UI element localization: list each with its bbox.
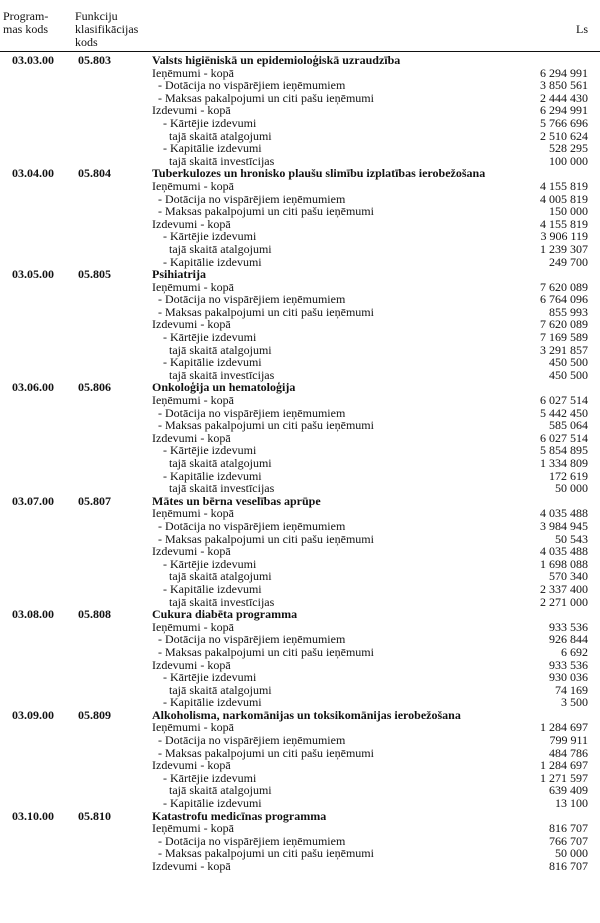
row-amount: 100 000 <box>549 153 588 168</box>
table-row <box>0 293 600 306</box>
row-label: tajā skaitā atalgojumi <box>169 241 272 256</box>
program-title-row <box>0 54 600 67</box>
function-code-header <box>75 10 175 49</box>
row-amount: 6 294 991 <box>540 65 588 80</box>
row-amount: 4 005 819 <box>540 191 588 206</box>
row-amount: 50 000 <box>555 846 588 861</box>
program-title-row <box>0 709 600 722</box>
row-label: - Dotācija no vispārējiem ieņēmumiem <box>158 405 346 420</box>
row-label: - Maksas pakalpojumi un citi pašu ieņēmumi <box>158 531 374 546</box>
row-amount: 7 169 589 <box>540 330 588 345</box>
program-title: Tuberkulozes un hronisko plaušu slimību izplatības ierobežošana <box>152 166 486 181</box>
row-label: - Dotācija no vispārējiem ieņēmumiem <box>158 733 346 748</box>
table-row <box>0 797 600 810</box>
row-label: - Dotācija no vispārējiem ieņēmumiem <box>158 191 346 206</box>
row-label: - Maksas pakalpojumi un citi pašu ieņēmumi <box>158 745 374 760</box>
table-row <box>0 104 600 117</box>
row-amount: 4 035 488 <box>540 544 588 559</box>
row-label: - Kapitālie izdevumi <box>163 254 262 269</box>
row-label: - Dotācija no vispārējiem ieņēmumiem <box>158 518 346 533</box>
row-label: Izdevumi - kopā <box>152 657 231 672</box>
program-title-row <box>0 608 600 621</box>
row-amount: 3 500 <box>561 695 588 710</box>
table-row <box>0 822 600 835</box>
row-label: - Kārtējie izdevumi <box>163 443 257 458</box>
row-label: tajā skaitā atalgojumi <box>169 456 272 470</box>
row-amount: 6 027 514 <box>540 393 588 408</box>
row-label: Izdevumi - kopā <box>152 317 231 332</box>
table-row <box>0 180 600 193</box>
row-label: - Kārtējie izdevumi <box>163 556 257 571</box>
table-row <box>0 306 600 319</box>
table-row <box>0 117 600 130</box>
row-amount: 450 500 <box>549 367 588 382</box>
row-label: Izdevumi - kopā <box>152 103 231 118</box>
row-amount: 766 707 <box>549 833 588 848</box>
row-label: - Maksas pakalpojumi un citi pašu ieņēmumi <box>158 90 374 105</box>
row-amount: 3 906 119 <box>540 229 588 244</box>
table-row <box>0 759 600 772</box>
row-amount: 484 786 <box>549 745 588 760</box>
row-label: tajā skaitā atalgojumi <box>169 569 272 584</box>
table-row <box>0 545 600 558</box>
function-code-header-line: kods <box>75 35 98 49</box>
table-row <box>0 646 600 659</box>
row-label: Ieņēmumi - kopā <box>152 506 234 521</box>
table-row <box>0 558 600 571</box>
row-amount: 639 409 <box>549 783 588 798</box>
row-amount: 7 620 089 <box>540 279 588 294</box>
row-amount: 6 692 <box>561 644 588 659</box>
row-label: - Maksas pakalpojumi un citi pašu ieņēmumi <box>158 846 374 861</box>
program-code: 03.10.00 <box>12 808 54 823</box>
row-label: - Kārtējie izdevumi <box>163 115 257 130</box>
program-title-row <box>0 268 600 281</box>
function-code-header-line: Funkciju <box>75 9 118 23</box>
row-amount: 50 543 <box>555 531 588 546</box>
row-amount: 2 510 624 <box>540 128 588 143</box>
row-amount: 6 294 991 <box>540 103 588 118</box>
row-amount: 74 169 <box>555 682 588 697</box>
row-amount: 4 035 488 <box>540 506 588 521</box>
row-amount: 799 911 <box>549 733 588 748</box>
row-amount: 50 000 <box>555 481 588 496</box>
program-code: 03.07.00 <box>12 493 54 508</box>
function-code: 05.804 <box>78 166 111 181</box>
row-label: Ieņēmumi - kopā <box>152 393 234 408</box>
table-row <box>0 432 600 445</box>
table-row <box>0 394 600 407</box>
row-label: - Dotācija no vispārējiem ieņēmumiem <box>158 632 346 647</box>
table-row <box>0 331 600 344</box>
table-row <box>0 205 600 218</box>
function-code: 05.803 <box>78 53 111 67</box>
table-row <box>0 784 600 797</box>
row-label: - Maksas pakalpojumi un citi pašu ieņēmumi <box>158 644 374 659</box>
row-label: Izdevumi - kopā <box>152 544 231 559</box>
program-code-header <box>3 10 65 36</box>
row-label: - Kapitālie izdevumi <box>163 695 262 710</box>
row-amount: 6 764 096 <box>540 292 588 307</box>
row-amount: 2 337 400 <box>540 581 588 596</box>
currency-header: Ls <box>576 22 588 36</box>
row-label: tajā skaitā atalgojumi <box>169 128 272 143</box>
table-row <box>0 482 600 495</box>
row-amount: 2 444 430 <box>540 90 588 105</box>
row-label: tajā skaitā atalgojumi <box>169 682 272 697</box>
row-label: tajā skaitā investīcijas <box>169 481 275 496</box>
row-label: - Kapitālie izdevumi <box>163 141 262 156</box>
row-amount: 3 291 857 <box>540 342 588 357</box>
program-title: Psihiatrija <box>152 267 206 282</box>
row-label: tajā skaitā investīcijas <box>169 153 275 168</box>
row-label: Ieņēmumi - kopā <box>152 279 234 294</box>
row-amount: 930 036 <box>549 670 588 685</box>
table-row <box>0 734 600 747</box>
table-row <box>0 533 600 546</box>
program-title-row <box>0 810 600 823</box>
row-label: Izdevumi - kopā <box>152 758 231 773</box>
table-row <box>0 142 600 155</box>
table-row <box>0 457 600 470</box>
row-label: - Kārtējie izdevumi <box>163 670 257 685</box>
row-amount: 1 334 809 <box>540 456 588 470</box>
table-row <box>0 570 600 583</box>
row-label: Ieņēmumi - kopā <box>152 178 234 193</box>
row-label: - Kapitālie izdevumi <box>163 355 262 370</box>
program-title: Cukura diabēta programma <box>152 607 298 622</box>
row-amount: 570 340 <box>549 569 588 584</box>
table-row <box>0 79 600 92</box>
function-code: 05.805 <box>78 267 111 282</box>
program-code: 03.05.00 <box>12 267 54 282</box>
row-label: Ieņēmumi - kopā <box>152 65 234 80</box>
program-title: Alkoholisma, narkomānijas un toksikomānijas ierobežošana <box>152 707 461 722</box>
row-label: - Kārtējie izdevumi <box>163 330 257 345</box>
program-code-header-line: mas kods <box>3 22 48 36</box>
row-label: - Maksas pakalpojumi un citi pašu ieņēmumi <box>158 418 374 433</box>
program-code: 03.04.00 <box>12 166 54 181</box>
table-row <box>0 659 600 672</box>
row-label: - Maksas pakalpojumi un citi pašu ieņēmumi <box>158 304 374 319</box>
row-label: tajā skaitā investīcijas <box>169 367 275 382</box>
row-label: tajā skaitā investīcijas <box>169 594 275 609</box>
row-amount: 5 442 450 <box>540 405 588 420</box>
row-amount: 1 239 307 <box>540 241 588 256</box>
row-amount: 1 698 088 <box>540 556 588 571</box>
budget-table-body <box>0 54 600 873</box>
row-amount: 13 100 <box>555 796 588 811</box>
table-row <box>0 696 600 709</box>
row-label: - Kārtējie izdevumi <box>163 770 257 785</box>
row-amount: 933 536 <box>549 619 588 634</box>
table-row <box>0 772 600 785</box>
row-label: - Kārtējie izdevumi <box>163 229 257 244</box>
table-row <box>0 847 600 860</box>
row-amount: 4 155 819 <box>540 216 588 231</box>
table-row <box>0 583 600 596</box>
table-row <box>0 444 600 457</box>
row-amount: 3 850 561 <box>540 78 588 93</box>
row-amount: 450 500 <box>549 355 588 370</box>
row-amount: 926 844 <box>549 632 588 647</box>
table-row <box>0 318 600 331</box>
row-label: Ieņēmumi - kopā <box>152 821 234 836</box>
row-amount: 2 271 000 <box>540 594 588 609</box>
table-row <box>0 419 600 432</box>
row-amount: 3 984 945 <box>540 518 588 533</box>
program-code: 03.09.00 <box>12 707 54 722</box>
row-amount: 150 000 <box>549 204 588 219</box>
row-label: - Dotācija no vispārējiem ieņēmumiem <box>158 833 346 848</box>
program-title-row <box>0 167 600 180</box>
row-amount: 1 284 697 <box>540 758 588 773</box>
table-row <box>0 520 600 533</box>
row-label: - Dotācija no vispārējiem ieņēmumiem <box>158 292 346 307</box>
row-label: Ieņēmumi - kopā <box>152 619 234 634</box>
function-code: 05.806 <box>78 380 111 395</box>
row-amount: 528 295 <box>549 141 588 156</box>
row-amount: 1 284 697 <box>540 720 588 735</box>
function-code: 05.807 <box>78 493 111 508</box>
row-amount: 855 993 <box>549 304 588 319</box>
program-code-header-line: Program- <box>3 9 49 23</box>
table-header <box>0 0 600 50</box>
function-code: 05.808 <box>78 607 111 622</box>
row-amount: 5 766 696 <box>540 115 588 130</box>
program-title-row <box>0 381 600 394</box>
row-label: tajā skaitā atalgojumi <box>169 783 272 798</box>
program-title-row <box>0 495 600 508</box>
program-title: Mātes un bērna veselības aprūpe <box>152 493 321 508</box>
table-row <box>0 344 600 357</box>
function-code: 05.809 <box>78 707 111 722</box>
table-row <box>0 218 600 231</box>
row-amount: 172 619 <box>549 468 588 483</box>
row-amount: 585 064 <box>549 418 588 433</box>
table-row <box>0 243 600 256</box>
program-code: 03.08.00 <box>12 607 54 622</box>
program-code: 03.06.00 <box>12 380 54 395</box>
table-row <box>0 230 600 243</box>
row-amount: 4 155 819 <box>540 178 588 193</box>
row-label: - Kapitālie izdevumi <box>163 581 262 596</box>
row-label: Izdevumi - kopā <box>152 216 231 231</box>
row-label: - Maksas pakalpojumi un citi pašu ieņēmumi <box>158 204 374 219</box>
row-label: tajā skaitā atalgojumi <box>169 342 272 357</box>
table-row <box>0 92 600 105</box>
program-title: Onkoloģija un hematoloģija <box>152 380 296 395</box>
row-amount: 816 707 <box>549 821 588 836</box>
row-amount: 249 700 <box>549 254 588 269</box>
row-amount: 816 707 <box>549 859 588 873</box>
row-amount: 5 854 895 <box>540 443 588 458</box>
table-row <box>0 671 600 684</box>
row-label: Izdevumi - kopā <box>152 430 231 445</box>
table-row <box>0 684 600 697</box>
table-row <box>0 860 600 873</box>
row-label: Ieņēmumi - kopā <box>152 720 234 735</box>
row-label: - Dotācija no vispārējiem ieņēmumiem <box>158 78 346 93</box>
function-code: 05.810 <box>78 808 111 823</box>
row-label: - Kapitālie izdevumi <box>163 796 262 811</box>
program-title: Valsts higiēniskā un epidemioloģiskā uzraudzība <box>152 53 401 67</box>
table-row <box>0 356 600 369</box>
row-amount: 1 271 597 <box>540 770 588 785</box>
table-row <box>0 130 600 143</box>
function-code-header-line: klasifikācijas <box>75 22 139 36</box>
header-divider <box>0 51 600 52</box>
table-row <box>0 470 600 483</box>
row-amount: 933 536 <box>549 657 588 672</box>
row-label: Izdevumi - kopā <box>152 859 231 873</box>
row-label: - Kapitālie izdevumi <box>163 468 262 483</box>
row-amount: 7 620 089 <box>540 317 588 332</box>
program-title: Katastrofu medicīnas programma <box>152 808 327 823</box>
program-code: 03.03.00 <box>12 53 54 67</box>
table-row <box>0 747 600 760</box>
row-amount: 6 027 514 <box>540 430 588 445</box>
